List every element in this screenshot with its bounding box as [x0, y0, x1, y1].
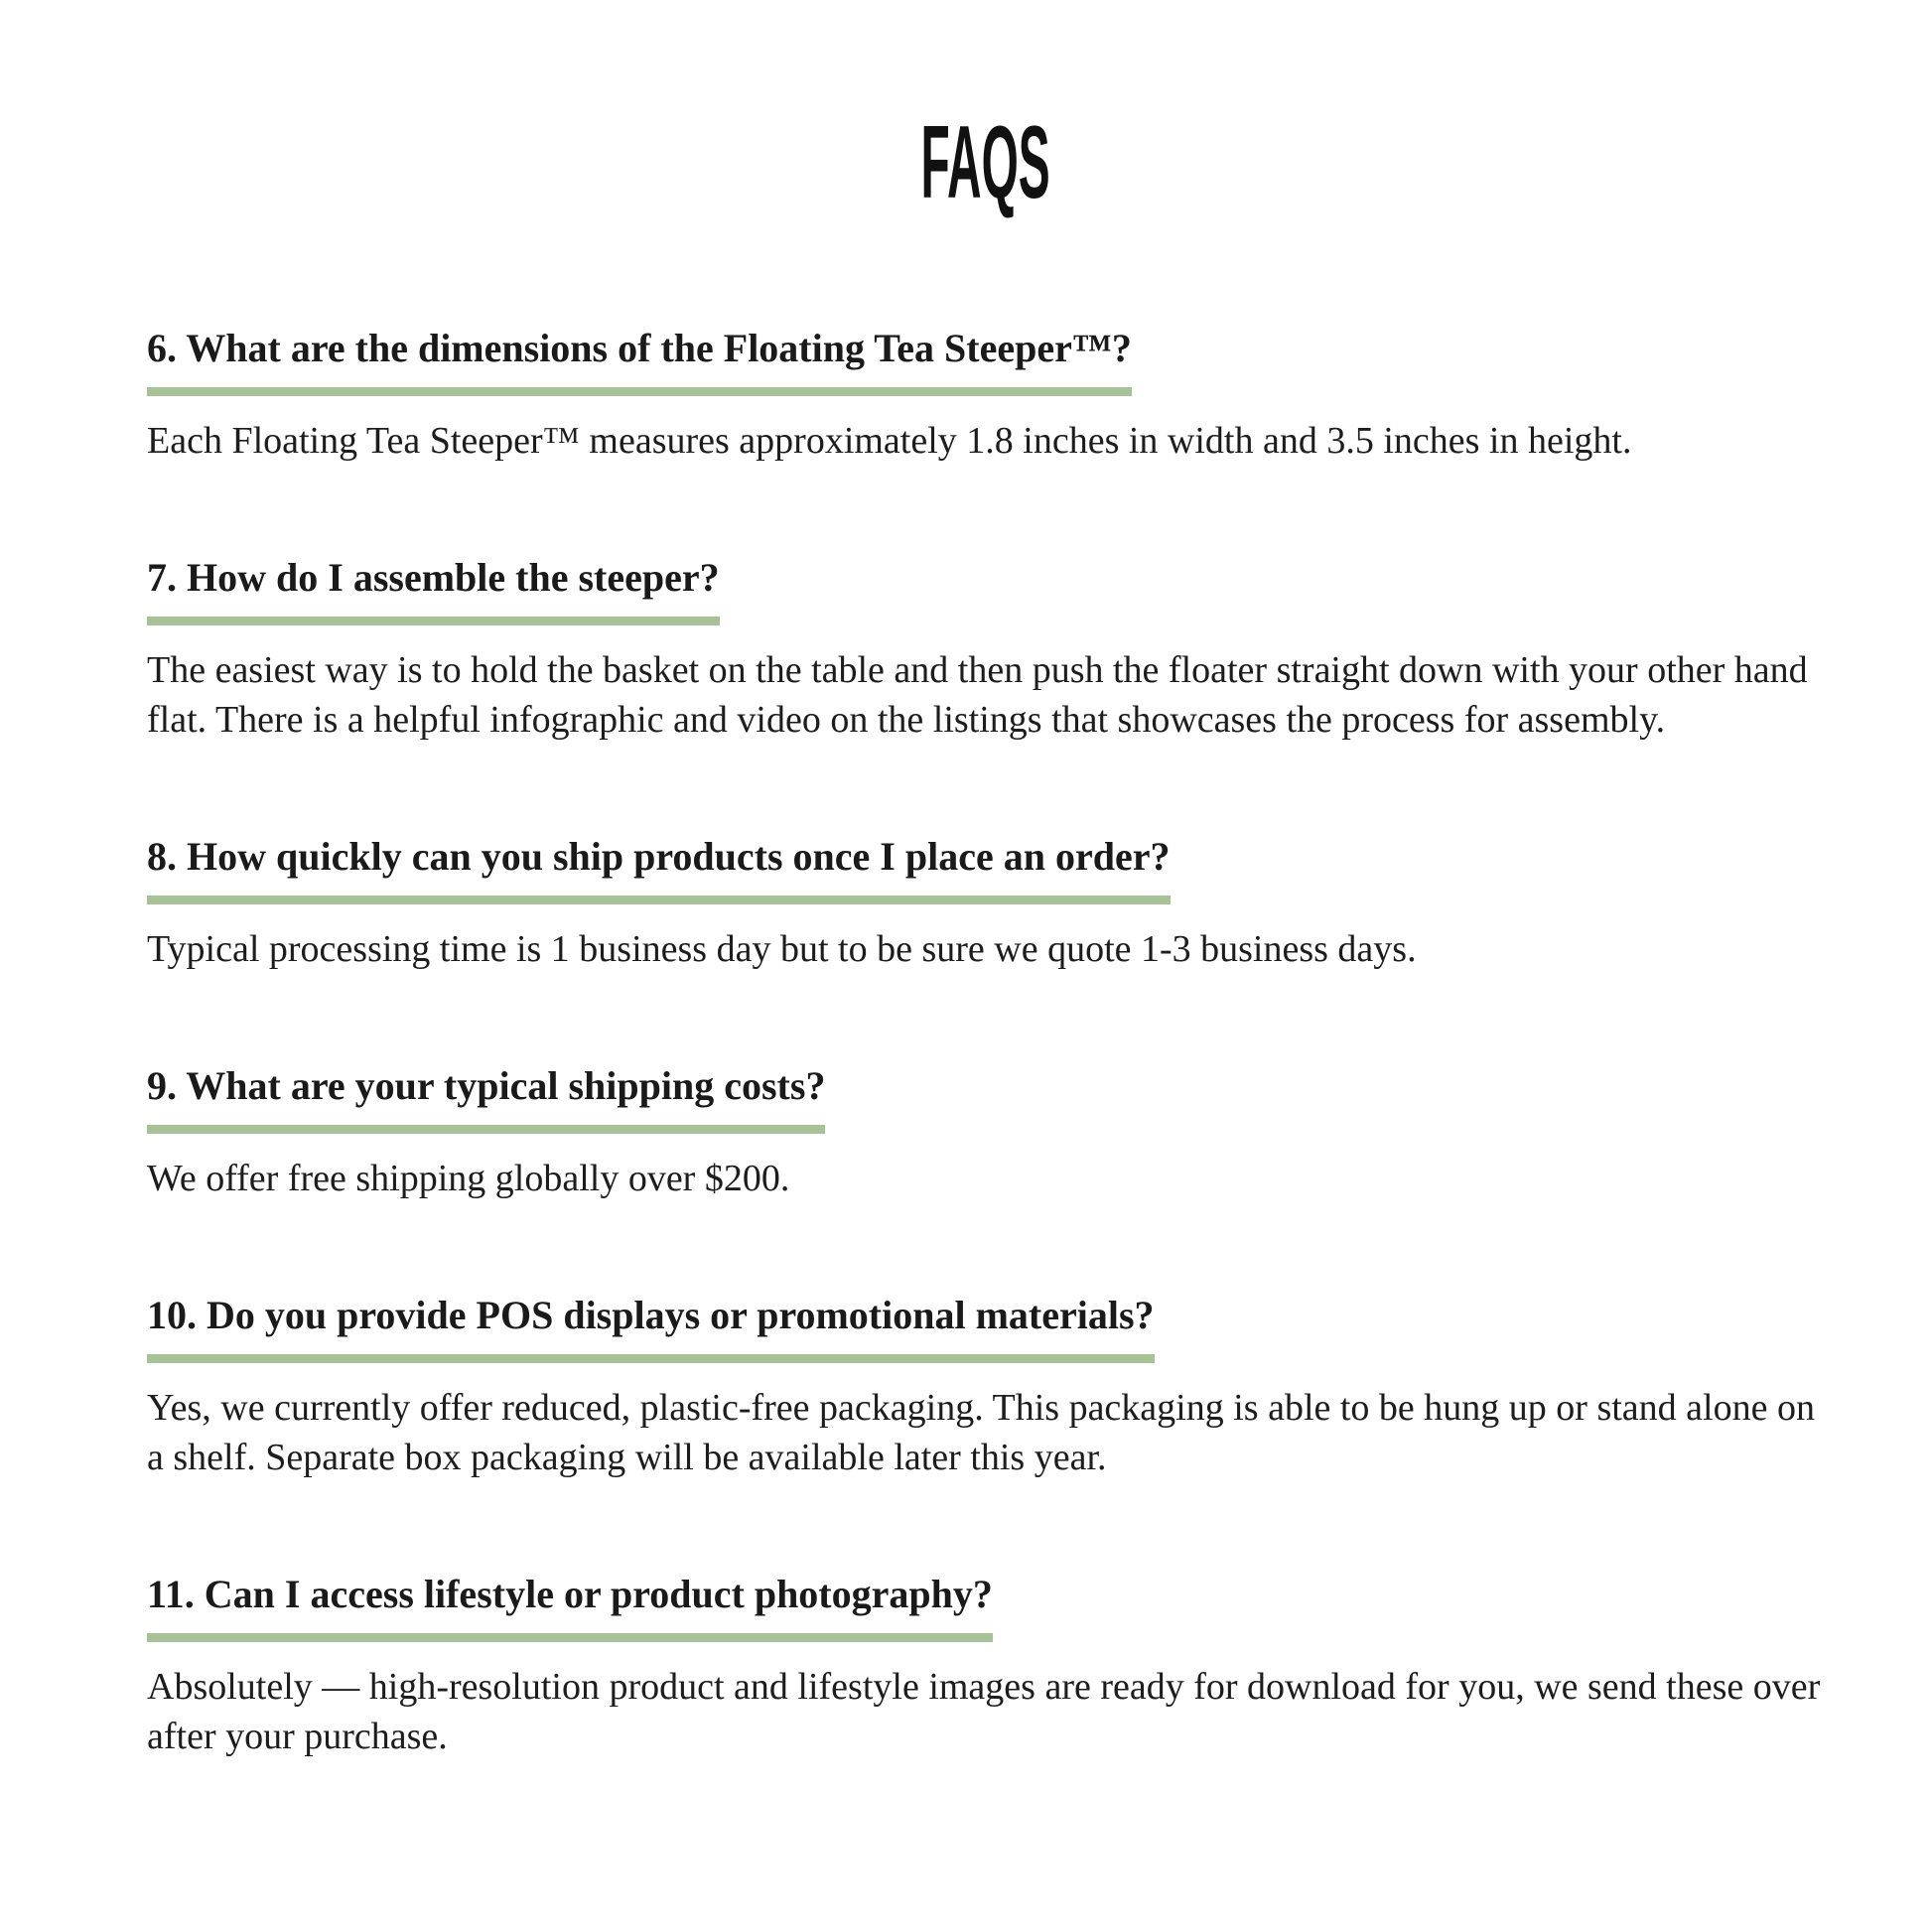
- page-title: [147, 105, 1825, 220]
- faq-item-9: [147, 1061, 1825, 1203]
- faq-answer: We offer free shipping globally over $200.: [147, 1158, 790, 1199]
- faq-list: [147, 324, 1825, 1761]
- faq-item-6: [147, 324, 1825, 466]
- faq-answer: The easiest way is to hold the basket on the table and then push the floater straight down with your other hand flat. There is a helpful infographic and video on the listings that showcases the process for assembly.: [147, 649, 1808, 741]
- faq-question-heading: [147, 324, 1825, 396]
- faq-question-heading: [147, 832, 1825, 904]
- faq-question: 6. What are the dimensions of the Floating Tea Steeper™?: [147, 324, 1132, 396]
- faq-item-10: [147, 1291, 1825, 1482]
- faq-question-heading: [147, 553, 1825, 625]
- faq-question-heading: [147, 1061, 1825, 1134]
- faq-answer: Typical processing time is 1 business day but to be sure we quote 1-3 business days.: [147, 928, 1417, 970]
- faq-question-heading: [147, 1570, 1825, 1642]
- page-title-text: FAQS: [920, 105, 1051, 220]
- faq-question: 11. Can I access lifestyle or product photography?: [147, 1570, 993, 1642]
- faq-question: 7. How do I assemble the steeper?: [147, 553, 720, 625]
- faq-answer: Each Floating Tea Steeper™ measures approximately 1.8 inches in width and 3.5 inches in height.: [147, 420, 1632, 462]
- faq-question-heading: [147, 1291, 1825, 1363]
- faq-answer: Yes, we currently offer reduced, plastic-free packaging. This packaging is able to be hung up or stand alone on a shelf. Separate box packaging will be available later this year.: [147, 1387, 1815, 1478]
- faq-item-11: [147, 1570, 1825, 1761]
- faq-item-8: [147, 832, 1825, 974]
- faq-question: 10. Do you provide POS displays or promotional materials?: [147, 1291, 1155, 1363]
- faq-question: 8. How quickly can you ship products once I place an order?: [147, 832, 1171, 904]
- faq-question: 9. What are your typical shipping costs?: [147, 1061, 825, 1134]
- faq-item-7: [147, 553, 1825, 745]
- faq-answer: Absolutely — high-resolution product and lifestyle images are ready for download for you, we send these over after your purchase.: [147, 1666, 1821, 1757]
